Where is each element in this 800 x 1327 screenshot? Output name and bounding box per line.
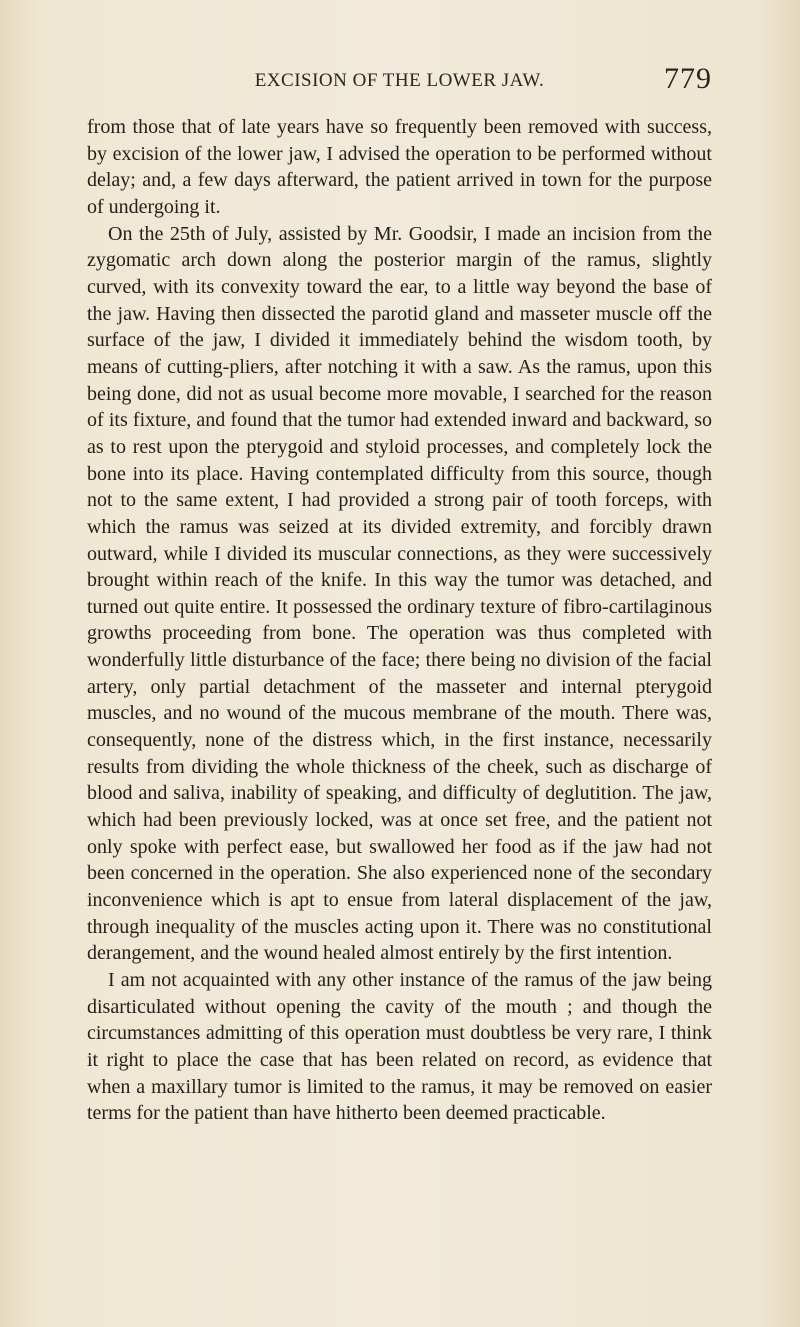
paragraph-operation: On the 25th of July, assisted by Mr. Goodsir, I made an incision from the zygomatic arch down along the posterior margin of the ramus, slightly curved, with its convexity toward the ear, to a little way beyond the base of the jaw. Having then dissected the parotid gland and masseter muscle off the surface of the jaw, I divided it immediately behind the wisdom tooth, by means of cutting-pliers, after notching it with a saw. As the ramus, upon this being done, did not as usual become more movable, I searched for the reason of its fixture, and found that the tumor had extended inward and backward, so as to rest upon the pterygoid and styloid processes, and completely lock the bone into its place. Having contemplated difficulty from this source, though not to the same extent, I had provided a strong pair of tooth forceps, with which the ramus was seized at its divided extremity, and forcibly drawn outward, while I divided its muscular connections, as they were successively brought within reach of the knife. In this way the tumor was detached, and turned out quite entire. It possessed the ordinary texture of fibro-cartilaginous growths proceeding from bone. The operation was thus completed with wonderfully little disturbance of the face; there being no division of the facial artery, only partial detachment of the masseter and internal pterygoid muscles, and no wound of the mucous membrane of the mouth. There was, consequently, none of the distress which, in the first instance, necessarily results from dividing the whole thickness of the cheek, such as discharge of blood and saliva, inability of speaking, and difficulty of deglutition. The jaw, which had been previously locked, was at once set free, and the patient not only spoke with perfect ease, but swallowed her food as if the jaw had not been concerned in the operation. She also experienced none of the secondary inconvenience which is apt to ensue from lateral displacement of the jaw, through inequality of the muscles acting upon it. There was no constitutional derangement, and the wound healed almost entirely by the first intention. — [87, 222, 712, 965]
running-title: EXCISION OF THE LOWER JAW. — [254, 70, 545, 91]
paragraph-continued: from those that of late years have so frequently been removed with success, by excision of the lower jaw, I advised the operation to be performed without delay; and, a few days afterward, the patient arrived in town for the purpose of undergoing it. — [87, 116, 712, 218]
paragraph-conclusion: I am not acquainted with any other instance of the ramus of the jaw being disarticulated without opening the cavity of the mouth ; and though the circumstances admitting of this operation must doubtless be very rare, I think it right to place the case that has been related on record, as evidence that when a maxillary tumor is limited to the ramus, it may be removed on easier terms for the patient than have hitherto been deemed practicable. — [87, 969, 712, 1125]
body-text — [87, 114, 712, 1127]
page-number: 779 — [664, 62, 712, 95]
page-header — [87, 60, 712, 94]
